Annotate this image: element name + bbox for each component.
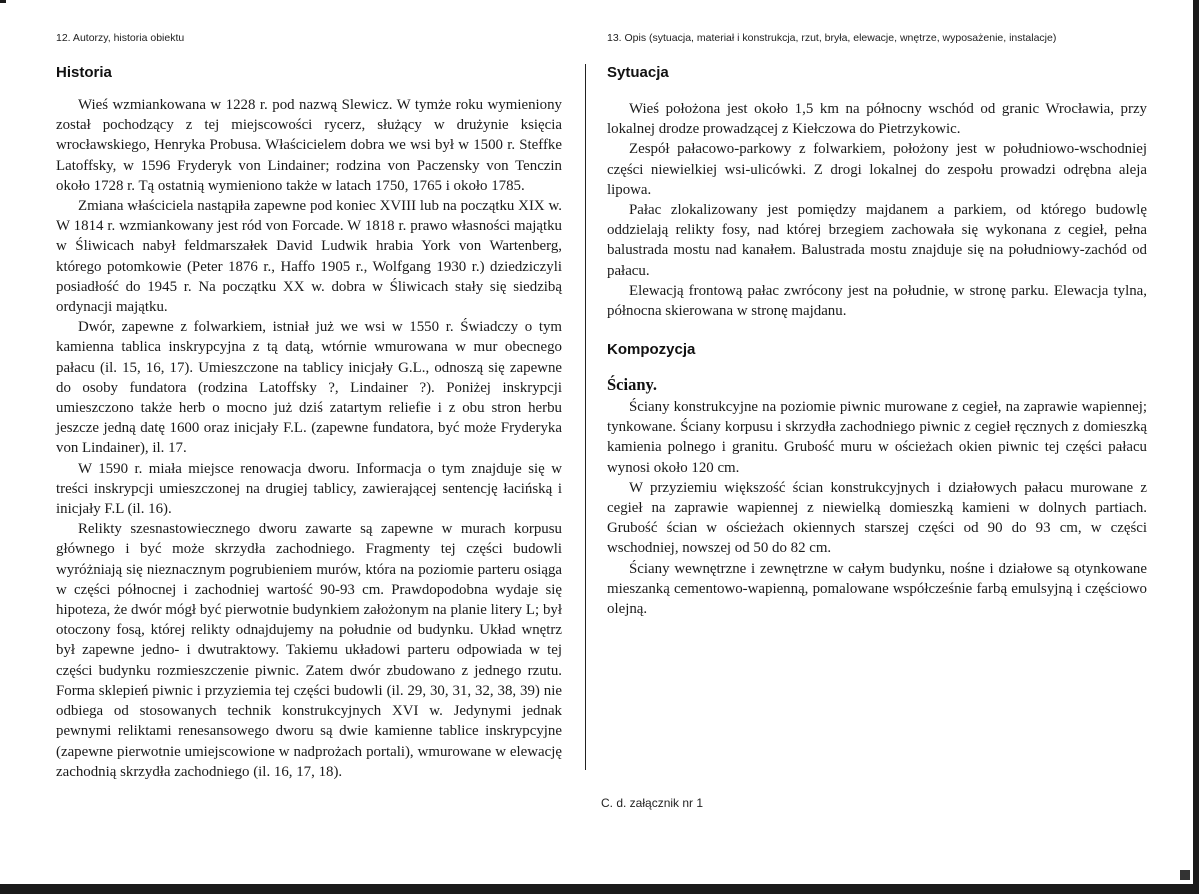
paragraph: Elewacją frontową pałac zwrócony jest na południe, w stronę parku. Elewacja tylna, północna skierowana w stronę majdanu. <box>607 282 1147 320</box>
paragraph: Ściany wewnętrzne i zewnętrzne w całym budynku, nośne i działowe są otynkowane mieszanką cementowo-wapienną, pomalowane współcześnie farbą emulsyjną i częściowo olejną. <box>607 560 1147 618</box>
page-footer-note: C. d. załącznik nr 1 <box>601 796 704 810</box>
paragraph: Wieś wzmiankowana w 1228 r. pod nazwą Slewicz. W tymże roku wymieniony został pochodzący z tej miejscowości rycerz, służący w drużynie księcia wrocławskiego, Henryka Probusa. Właścicielem dobra we wsi był w 1500 r. Steffke Latoffsky, w 1596 Fryderyk von Lindainer; rodzina von Paczensky von Tenczin około 1728 r. Tą ostatnią wymieniono także w latach 1750, 1765 i około 1785. <box>56 97 562 194</box>
section-title-sytuacja: Sytuacja <box>607 64 669 81</box>
historia-text <box>56 95 562 782</box>
scan-corner-mark <box>1180 870 1190 880</box>
paragraph: Wieś położona jest około 1,5 km na północny wschód od granic Wrocławia, przy lokalnej drodze prowadzącej z Kiełczowa do Pietrzykowic. <box>607 101 1147 138</box>
paragraph: Pałac zlokalizowany jest pomiędzy majdanem a parkiem, od którego budowlę oddzielają relikty fosy, nad której brzegiem zachowała się wykonana z cegieł, pełna balustrada mostu nad kanałem. Balustrada mostu znajduje się na południowy-zachód od pałacu. <box>607 202 1147 279</box>
paragraph: Zespół pałacowo-parkowy z folwarkiem, położony jest w południowo-wschodniej części niewielkiej wsi-ulicówki. Z drogi lokalnej do zespołu prowadzi odrębna aleja lipowa. <box>607 141 1147 198</box>
paragraph: Zmiana właściciela nastąpiła zapewne pod koniec XVIII lub na początku XIX w. W 1814 r. wzmiankowany jest ród von Forcade. W 1818 r. prawo własności majątku w Śliwicach nabył feldmarszałek David Ludwik hrabia York von Wartenberg, którego potomkowie (Peter 1876 r., Haffo 1905 r., Wolfgang 1930 r.) dziedziczyli posiadłość do 1945 r. Na początku XX w. dobra w Śliwicach stały się siedzibą ordynacji majątku. <box>56 198 562 316</box>
section-title-kompozycja: Kompozycja <box>607 341 696 358</box>
paragraph: Dwór, zapewne z folwarkiem, istniał już we wsi w 1550 r. Świadczy o tym kamienna tablica inskrypcyjna z tą datą, wtórnie wmurowana w mur obecnego pałacu (il. 15, 16, 17). Umieszczone na tablicy inicjały G.L., odnoszą się zapewne do osoby fundatora (rodzina Latoffsky ?, Lindainer ?). Poniżej inskrypcji umieszczono także herb o mocno już dziś zatartym reliefie i z obu stron herbu jeszcze jedną datę 1600 oraz inicjały F.L. (zapewne fundatora, być może Fryderyka von Lindainer), il. 17. <box>56 319 562 457</box>
right-column-header: 13. Opis (sytuacja, materiał i konstrukcja, rzut, bryła, elewacje, wnętrze, wyposażenie, instalacje) <box>607 32 1057 44</box>
scan-corner-mark <box>0 0 6 3</box>
column-divider <box>585 64 586 770</box>
paragraph: W 1590 r. miała miejsce renowacja dworu. Informacja o tym znajduje się w treści inskrypcji umieszczonej na drugiej tablicy, zawierającej sentencję łacińską i inicjały F.L (il. 16). <box>56 460 562 518</box>
scan-edge-right <box>1193 0 1199 894</box>
left-column-header: 12. Autorzy, historia obiektu <box>56 32 185 44</box>
subsection-title-sciany: Ściany. <box>607 375 657 394</box>
paragraph: W przyziemiu większość ścian konstrukcyjnych i działowych pałacu murowane z cegieł na zaprawie wapiennej z niewielką domieszką kamieni w dolnych partiach. Grubość ścian w ościeżach okiennych starszej części od 90 do 93 cm, w części wschodniej, nowszej od 50 do 82 cm. <box>607 479 1147 557</box>
sciany-text <box>607 397 1147 619</box>
sytuacja-text <box>607 99 1147 321</box>
section-title-historia: Historia <box>56 64 112 81</box>
scan-edge-bottom <box>0 884 1199 894</box>
paragraph: Ściany konstrukcyjne na poziomie piwnic murowane z cegieł, na zaprawie wapiennej; tynkowane. Ściany korpusu i skrzydła zachodniego piwnic z cegieł ręcznych z domieszką kamienia polnego i granitu. Grubość muru w ościeżach okien piwnic tej części pałacu wynosi około 120 cm. <box>607 399 1147 476</box>
paragraph: Relikty szesnastowiecznego dworu zawarte są zapewne w murach korpusu głównego i być może skrzydła zachodniego. Fragmenty tej części budowli wyróżniają się nieznacznym pogrubieniem murów, która na poziomie parteru osiąga w części północnej i zachodniej wartość 90-93 cm. Prawdopodobna wydaje się hipoteza, że dwór mógł być pierwotnie budynkiem założonym na planie litery L; był otoczony fosą, której relikty odnajdujemy na południe od budynku. Układ wnętrz był zapewne jedno- i dwutraktowy. Takiemu układowi parteru odpowiada w tej części budynku rozmieszczenie piwnic. Zatem dwór zbudowano z jednego rzutu. Forma sklepień piwnic i przyziemia tej części budowli (il. 29, 30, 31, 32, 38, 39) nie odbiega od stosowanych technik konstrukcyjnych XVI w. Jedynymi jednak pewnymi reliktami renesansowego dworu są dwie kamienne tablice inskrypcyjne (zapewne pierwotnie umiejscowione w nadprożach portali), wmurowane w elewację zachodnią skrzydła zachodniego (il. 16, 17, 18). <box>56 521 562 780</box>
